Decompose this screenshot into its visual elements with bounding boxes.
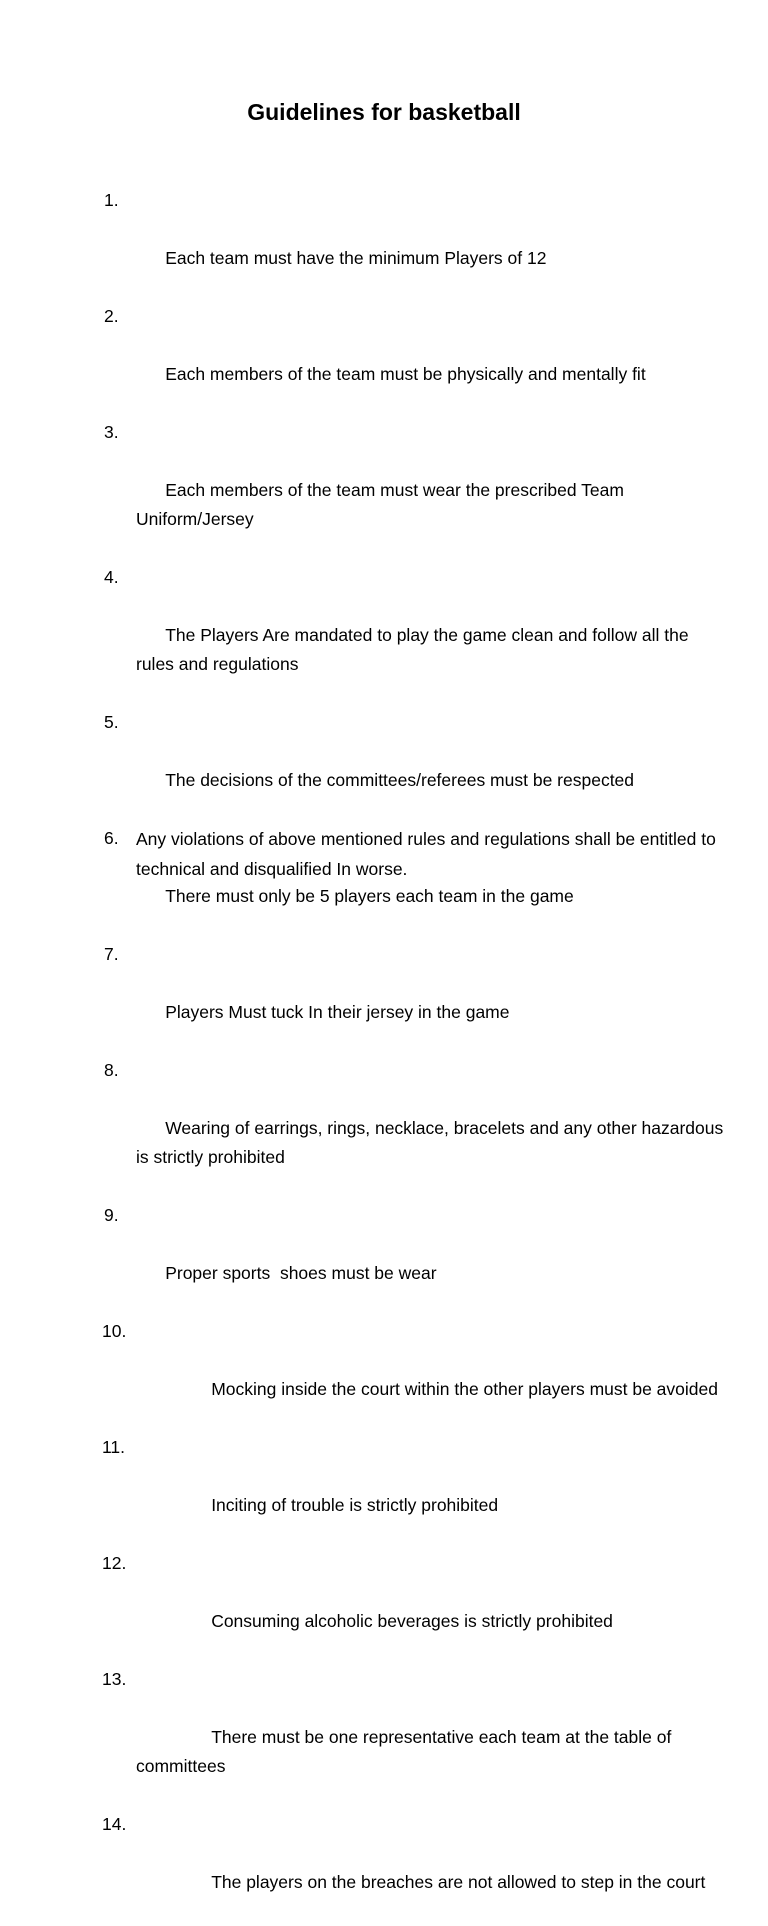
rule-number: 11. <box>102 1437 126 1457</box>
rule-item <box>0 1810 768 1926</box>
rule-text: Players Must tuck In their jersey in the game <box>165 1002 510 1022</box>
rule-number: 1. <box>104 190 119 210</box>
rule-item <box>0 1549 768 1665</box>
rule-number: 7. <box>104 944 119 964</box>
rule-number: 4. <box>104 567 119 587</box>
rule-number: 8. <box>104 1060 119 1080</box>
rule-text: Consuming alcoholic beverages is strictly prohibited <box>211 1611 613 1631</box>
rule-text: Each team must have the minimum Players of 12 <box>165 248 547 268</box>
rule-number: 2. <box>104 306 119 326</box>
rule-number: 6. <box>104 828 119 848</box>
rules-list <box>0 186 768 1926</box>
rule-item <box>0 186 768 302</box>
rule-text: Each members of the team must be physically and mentally fit <box>165 364 646 384</box>
rule-text: The Players Are mandated to play the game clean and follow all the rules and regulations <box>136 625 694 674</box>
rule-number: 10. <box>102 1321 127 1341</box>
rule-text: The decisions of the committees/referees must be respected <box>165 770 635 790</box>
rule-item <box>0 1433 768 1549</box>
rule-text: The players on the breaches are not allowed to step in the court <box>211 1872 706 1892</box>
rule-item <box>0 302 768 418</box>
rule-text: Inciting of trouble is strictly prohibited <box>211 1495 499 1515</box>
page-title: Guidelines for basketball <box>247 99 521 125</box>
rule-number: 13. <box>102 1669 127 1689</box>
rule-text: Each members of the team must wear the prescribed Team Uniform/Jersey <box>136 480 629 529</box>
rule-text: Mocking inside the court within the other players must be avoided <box>211 1379 718 1399</box>
violations-note: Any violations of above mentioned rules and regulations shall be entitled to technical and disqualified In worse. <box>136 829 716 879</box>
rule-item <box>0 1056 768 1201</box>
rule-text: There must be one representative each team at the table of committees <box>136 1727 677 1776</box>
rule-item <box>0 418 768 563</box>
rule-item <box>0 1201 768 1317</box>
rule-number: 14. <box>102 1814 127 1834</box>
rule-number: 5. <box>104 712 119 732</box>
rule-number: 9. <box>104 1205 119 1225</box>
rule-item <box>0 1317 768 1433</box>
rule-number: 12. <box>102 1553 127 1573</box>
rule-item <box>0 708 768 824</box>
rule-text: Wearing of earrings, rings, necklace, bracelets and any other hazardous is strictly prohibited <box>136 1118 729 1167</box>
rule-item <box>0 1665 768 1810</box>
rule-text: There must only be 5 players each team in the game <box>165 886 574 906</box>
rule-text: Proper sports shoes must be wear <box>165 1263 437 1283</box>
rule-number: 3. <box>104 422 119 442</box>
rule-item <box>0 563 768 708</box>
rule-item <box>0 940 768 1056</box>
